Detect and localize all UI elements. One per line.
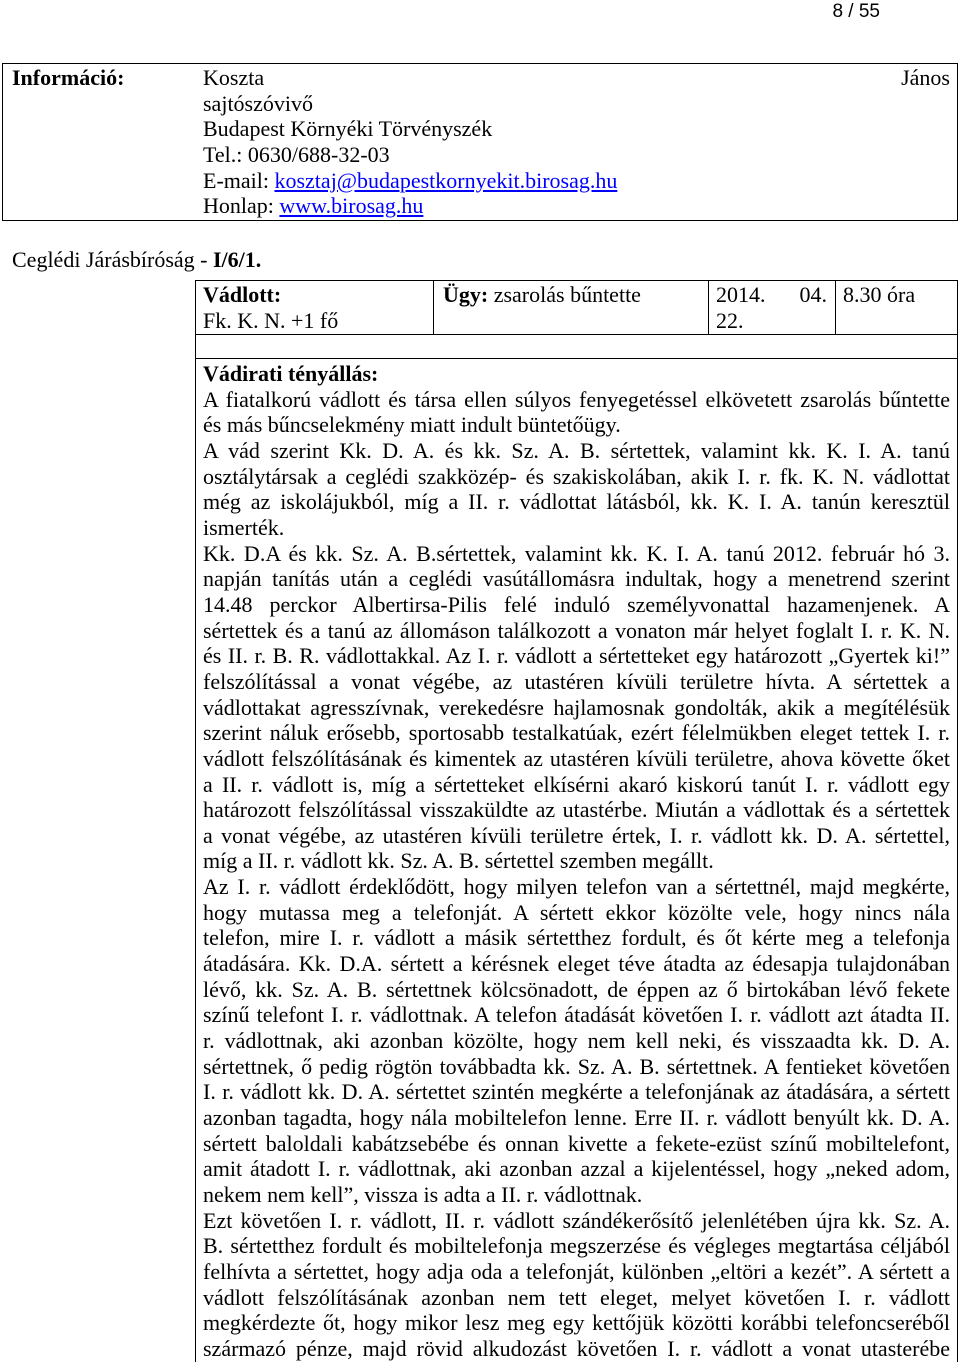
facts-text-line: r. vádlottnak, aki azonban közölte, hogy nem kell neki, és visszaadta kk. D. A. (203, 1028, 950, 1054)
facts-paragraph (203, 438, 950, 541)
facts-paragraph (203, 541, 950, 875)
court-heading (12, 247, 261, 273)
facts-text-line: A vád szerint Kk. D. A. és kk. Sz. A. B. sértettek, valamint kk. K. I. A. tanú (203, 437, 950, 463)
facts-text-line: a vonat végébe, az utastéren kívüli területre értek, I. r. vádlott kk. D. A. sértettel, (203, 822, 950, 848)
case-label: Ügy: (443, 282, 489, 307)
info-label: Információ: (12, 65, 125, 90)
facts-text-line: átadására. Kk. D.A. sértett a kérésnek eleget téve átadta az édesapja tulajdonában (203, 951, 950, 977)
website-link[interactable]: www.birosag.hu (279, 193, 424, 219)
facts-text-line: ismerték. (203, 514, 285, 540)
hearing-time: 8.30 óra (835, 281, 957, 334)
courtroom-number: I/6/1. (213, 247, 262, 272)
facts-text-line: vádlott felszólításának és kimentek az utastéren kívüli területre, ahova követte őket (203, 745, 950, 771)
case-cell (433, 281, 708, 334)
facts-text-line: színű telefont I. r. vádlottnak. A telefon átadását követően I. r. vádlott azt átadta II. (203, 1002, 950, 1028)
facts-text-line: vádlottakat agresszívnak, verekedésre hajlamosnak gondolták, akik a megítélésük (203, 694, 950, 720)
phone-number: Tel.: 0630/688-32-03 (203, 141, 390, 167)
case-value: zsarolás bűntette (493, 282, 641, 307)
given-name: János (901, 65, 950, 90)
facts-text-line: napján tanítás után a ceglédi vasútállomásra indultak, hogy a menetrend szerint (203, 566, 950, 592)
contact-details (203, 65, 950, 219)
defendant-value: Fk. K. N. +1 fő (203, 307, 339, 333)
facts-paragraph (203, 387, 950, 438)
facts-text-line: I. r. vádlott kk. D. A. sértettet szintén megkérte a telefonjának az átadására, a sértett (203, 1079, 950, 1105)
info-table (2, 63, 958, 221)
facts-text-line: vádlott felszólításának azonban nem tett eleget, melyet követően I. r. vádlott (203, 1284, 950, 1310)
facts-text-line: sértett baloldali kabátzsebébe és onnan kivette a fekete-ezüst színű mobiltelefont, (203, 1130, 950, 1156)
organization-name: Budapest Környéki Törvényszék (203, 116, 493, 142)
facts-text-line: lévő, kk. Sz. A. B. sértettnek kölcsönadott, de éppen az ő birtokában lévő fekete (203, 976, 950, 1002)
facts-text-line: 14.48 perckor Albertirsa-Pilis felé induló személyvonattal hazamenjenek. A (203, 591, 950, 617)
defendant-label: Vádlott: (203, 282, 282, 307)
facts-heading: Vádirati tényállás: (203, 361, 379, 386)
facts-text-line: még az iskolájukból, míg a II. r. vádlottat látásból, kk. K. I. A. tanún keresztül (203, 489, 950, 515)
facts-text-line: míg a II. r. vádlott kk. Sz. A. B. sértettel szemben megállt. (203, 848, 714, 874)
website-row (203, 193, 950, 219)
hearing-date: 2014. 04. 22. (708, 281, 835, 334)
facts-text-line: sértettnek, ő pedig rögtön továbbadta kk. Sz. A. B. sértettnek. A fentieket követően (203, 1053, 950, 1079)
facts-text-line: felszólítással a vonat végébe, az utastéren kívüli területre hívta. A sértettek a (203, 668, 950, 694)
facts-text-line: származó pénze, majd rövid alkudozást követően I. r. vádlott a vonat utasterébe (203, 1335, 950, 1361)
facts-paragraph (203, 874, 950, 1208)
spokesperson-role: sajtószóvivő (203, 90, 313, 116)
facts-text-line: felhívta a sértettet, hogy adja oda a telefonját, különben „eltöri a kezét”. A sértett a (203, 1258, 950, 1284)
defendant-cell (196, 281, 433, 334)
table-spacer-row (196, 335, 957, 359)
facts-text-line: és más bűncselekmény miatt indult büntetőügy. (203, 412, 621, 438)
surname: Koszta (203, 65, 265, 90)
spokesperson-name (203, 65, 950, 91)
email-row (203, 168, 950, 194)
email-link[interactable]: kosztaj@budapestkornyekit.birosag.hu (274, 167, 618, 193)
facts-text-line: A fiatalkorú vádlott és társa ellen súlyos fenyegetéssel elkövetett zsarolás bűntette (203, 386, 950, 412)
facts-text-line: B. sértetthez fordult és mobiltelefonja megszerzése és végleges megtartása céljából (203, 1233, 950, 1259)
facts-text-line: telefon, mire I. r. vádlott a másik sértetthez fordult, és őt kérte meg a telefonja (203, 925, 950, 951)
facts-text-line: szerint náluk erősebb, sportosabb testalkatúak, ezért félelmükben eleget tettek I. r. (203, 720, 950, 746)
facts-text-line: Az I. r. vádlott érdeklődött, hogy milyen telefon van a sértettnél, majd megkérte, (203, 874, 950, 900)
facts-text-line: osztálytársak a ceglédi szakközép- és szakiskolában, akik I. r. fk. K. N. vádlottat (203, 463, 950, 489)
page-number: 8 / 55 (832, 1, 880, 22)
facts-text-line: Kk. D.A és kk. Sz. A. B.sértettek, valamint kk. K. I. A. tanú 2012. február hó 3. (203, 540, 950, 566)
facts-text-line: amit átadott I. r. vádlottnak, aki azonban azzal a kijelentéssel, hogy „neked adom, (203, 1156, 950, 1182)
facts-text-line: megkérdezte őt, hogy mikor lesz meg egy kettőjük közötti korábbi telefoncseréből (203, 1310, 950, 1336)
facts-text-line: azonban tagadta, hogy nála mobiltelefon lenne. Erre II. r. vádlott benyúlt kk. D. A. (203, 1105, 950, 1131)
website-label: Honlap: (203, 193, 274, 219)
indictment-facts-cell (196, 359, 957, 1362)
facts-text-line: a II. r. vádlott is, míg a sértetteket elkísérni akaró kiskorú tanút I. r. vádlott egy (203, 771, 950, 797)
facts-text-line: hogy mutassa meg a telefonját. A sértett ekkor közölte vele, hogy nincs nála (203, 899, 950, 925)
hearing-table (195, 280, 958, 1362)
hearing-summary-row (196, 281, 957, 335)
facts-text-line: és II. r. B. R. vádlottakkal. Az I. r. vádlott a sértetteket egy határozott „Gyertek ki!” (203, 643, 950, 669)
email-label: E-mail: (203, 167, 269, 193)
facts-paragraph (203, 1208, 950, 1362)
facts-text-line: Ezt követően I. r. vádlott, II. r. vádlott szándékerősítő jelenlétében újra kk. Sz. A. (203, 1207, 950, 1233)
court-name: Ceglédi Járásbíróság - (12, 247, 208, 272)
facts-text-line: nekem nem kell”, vissza is adta a II. r. vádlottnak. (203, 1182, 643, 1207)
facts-text-line: határozott felszólítással visszaküldte az utastérbe. Miután a vádlottak és a sértettek (203, 797, 950, 823)
facts-text-line: sértettek és a tanú az állomáson találkozott a vonaton már helyet foglalt I. r. K. N. (203, 617, 950, 643)
